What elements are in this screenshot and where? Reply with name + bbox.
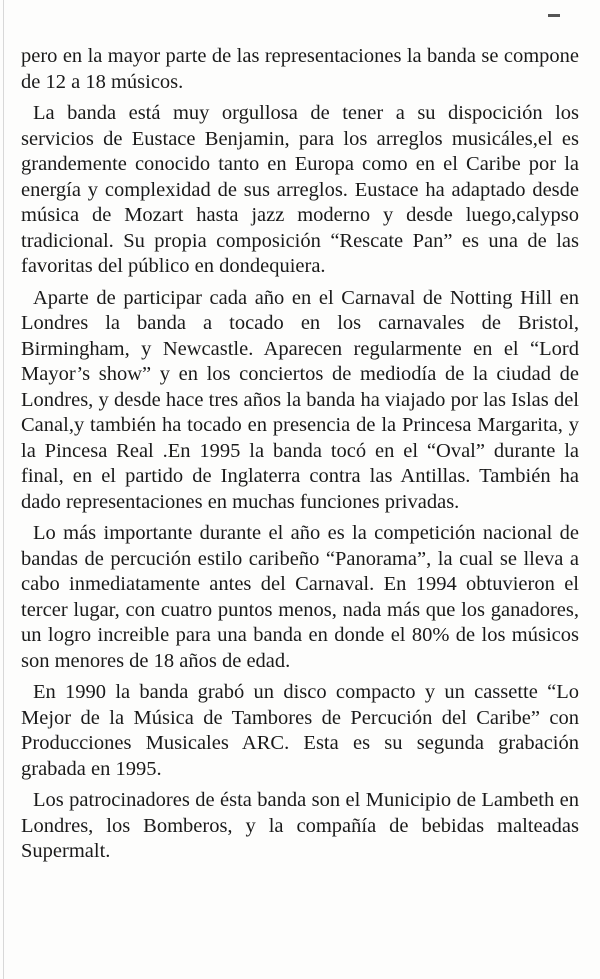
paragraph-panorama: Lo más importante durante el año es la competición nacional de bandas de percución estilo caribeño “Panorama”, la cual se lleva a cabo inmediatamente antes del Carnaval. En 1994 obtuvieron el tercer lugar, con cuatro puntos menos, nada más que los ganadores, un logro increible para una banda en donde el 80% de los músicos son menores de 18 años de edad.: [21, 522, 579, 672]
paragraph-continuation: pero en la mayor parte de las representaciones la banda se compone de 12 a 18 músicos.: [21, 45, 579, 93]
body-text: [21, 44, 579, 871]
paragraph-sponsors: Los patrocinadores de ésta banda son el Municipio de Lambeth en Londres, los Bomberos, y la compañía de bebidas malteadas Supermalt.: [21, 789, 579, 862]
corner-mark: [548, 14, 560, 17]
paragraph-arranger: La banda está muy orgullosa de tener a su dispocición los servicios de Eustace Benjamin, para los arreglos musicáles,el es grandemente conocido tanto en Europa como en el Caribe por la energía y complexidad de sus arreglos. Eustace ha adaptado desde música de Mozart hasta jazz moderno y desde luego,calypso tradicional. Su propia composición “Rescate Pan” es una de las favoritas del público en dondequiera.: [21, 102, 579, 277]
page-edge-line: [3, 0, 4, 979]
paragraph-recordings: En 1990 la banda grabó un disco compacto y un cassette “Lo Mejor de la Música de Tambores de Percución del Caribe” con Producciones Musicales ARC. Esta es su segunda grabación grabada en 1995.: [21, 681, 579, 780]
paragraph-carnivals: Aparte de participar cada año en el Carnaval de Notting Hill en Londres la banda a tocado en los carnavales de Bristol, Birmingham, y Newcastle. Aparecen regularmente en el “Lord Mayor’s show” y en los conciertos de mediodía de la ciudad de Londres, y desde hace tres años la banda ha viajado por las Islas del Canal,y también ha tocado en presencia de la Princesa Margarita, y la Pincesa Real .En 1995 la banda tocó en el “Oval” durante la final, en el partido de Inglaterra contra las Antillas. También ha dado representaciones en muchas funciones privadas.: [21, 286, 579, 513]
